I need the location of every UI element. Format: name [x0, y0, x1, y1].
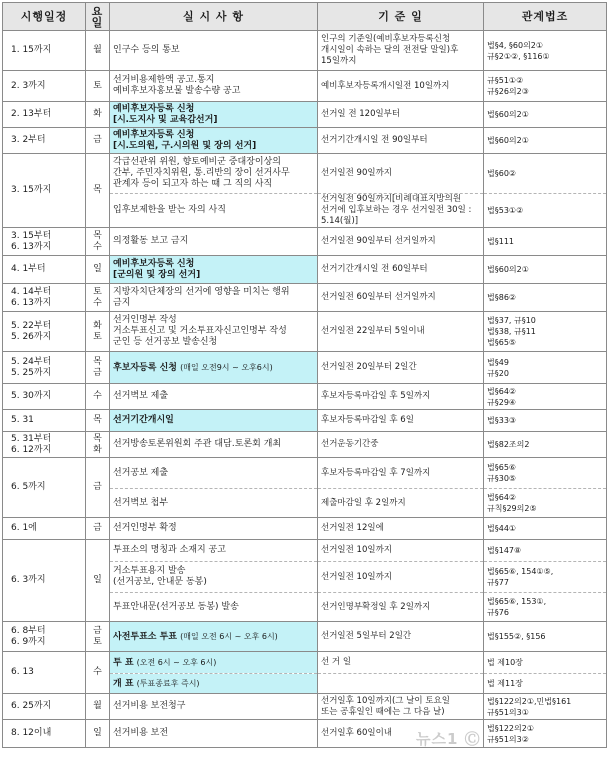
task-text: 지방자치단체장의 선거에 영향을 미치는 행위 금지: [113, 286, 290, 308]
task-text: 선거벽보 제출: [113, 391, 169, 401]
date-cell: 3. 2부터: [3, 128, 86, 154]
table-row: [3, 352, 607, 384]
day-cell: 일: [86, 256, 110, 284]
table-row: [3, 720, 607, 748]
task-text: 선거기간개시일: [113, 415, 174, 425]
standard-cell: 선거인명부확정일 후 2일까지: [318, 593, 484, 622]
task-cell: [110, 674, 318, 694]
task-cell: [110, 256, 318, 284]
date-cell: 4. 14부터 6. 13까지: [3, 284, 86, 312]
standard-cell: 선거일전 10일까지: [318, 540, 484, 562]
date-cell: 2. 3까지: [3, 71, 86, 102]
date-cell: 6. 8부터 6. 9까지: [3, 622, 86, 652]
day-cell: 금 토: [86, 622, 110, 652]
task-cell: [110, 593, 318, 622]
standard-cell: 선거기간개시일 전 60일부터: [318, 256, 484, 284]
task-cell: [110, 352, 318, 384]
header-task: 실 시 사 항: [110, 3, 318, 31]
day-cell: 목 수: [86, 228, 110, 256]
day-cell: 목: [86, 410, 110, 432]
table-row: [3, 312, 607, 352]
table-row: [3, 154, 607, 194]
date-cell: 5. 24부터 5. 25까지: [3, 352, 86, 384]
day-cell: 금: [86, 518, 110, 540]
standard-cell: 선거일후 10일까지(그 날이 토요일 또는 공휴일인 때에는 그 다음 날): [318, 694, 484, 720]
date-cell: 6. 13: [3, 652, 86, 694]
day-cell: 월: [86, 31, 110, 71]
day-cell: 금: [86, 128, 110, 154]
task-cell: [110, 384, 318, 410]
day-cell: 월: [86, 694, 110, 720]
law-cell: 법§65⑥, 153①, 규§76: [484, 593, 607, 622]
task-subtext: (매일 오전 6시 ~ 오후 6시): [180, 631, 278, 641]
law-cell: 법§53①②: [484, 194, 607, 228]
task-text: 입후보제한을 받는 자의 사직: [113, 205, 226, 215]
day-cell: 목 화: [86, 432, 110, 458]
day-cell: 화: [86, 102, 110, 128]
task-cell: [110, 71, 318, 102]
standard-cell: 선거일전 90일까지[비례대표지방의원 선거에 입후보하는 경우 선거일전 30일 : 5.14(월)]: [318, 194, 484, 228]
standard-cell: 선거일전 12일에: [318, 518, 484, 540]
task-text: 의정활동 보고 금지: [113, 236, 189, 246]
standard-cell: 선거기간개시일 전 90일부터: [318, 128, 484, 154]
table-row: [3, 384, 607, 410]
header-row: [3, 3, 607, 31]
date-cell: 5. 31부터 6. 12까지: [3, 432, 86, 458]
task-text: 예비후보자등록 신청 [시․도지사 및 교육감선거]: [113, 103, 218, 125]
task-text: 투표안내문(선거공보 동봉) 발송: [113, 601, 239, 612]
task-text: 선거비용제한액 공고․통지 예비후보자홍보물 발송수량 공고: [113, 75, 241, 96]
standard-cell: 예비후보자등록개시일전 10일까지: [318, 71, 484, 102]
date-cell: 5. 30까지: [3, 384, 86, 410]
law-cell: 법 제10장: [484, 652, 607, 674]
law-cell: 법§64② 규§29④: [484, 384, 607, 410]
law-cell: 규§51①② 규§26의2③: [484, 71, 607, 102]
standard-cell: 선거일전 90일까지: [318, 154, 484, 194]
standard-cell: 선거일전 22일부터 5일이내: [318, 312, 484, 352]
date-cell: 8. 12이내: [3, 720, 86, 748]
law-cell: 법§155②, §156: [484, 622, 607, 652]
law-cell: 법§49 규§20: [484, 352, 607, 384]
standard-cell: [318, 674, 484, 694]
task-cell: [110, 410, 318, 432]
task-text: 투표소의 명칭과 소재지 공고: [113, 545, 226, 555]
task-text: 선거인명부 작성 거소투표신고 및 거소투표자신고인명부 작성 군인 등 선거공보 발송신청: [113, 315, 287, 347]
standard-cell: 선거일전 90일부터 선거일까지: [318, 228, 484, 256]
law-cell: 법§147⑧: [484, 540, 607, 562]
task-cell: [110, 312, 318, 352]
law-cell: 법 제11장: [484, 674, 607, 694]
date-cell: 6. 25까지: [3, 694, 86, 720]
standard-cell: 인구의 기준일(예비후보자등록신청 개시일이 속하는 달의 전전달 말일)후 15일까지: [318, 31, 484, 71]
task-cell: [110, 432, 318, 458]
task-text: 선거벽보 첩부: [113, 497, 169, 508]
task-text: 선거방송토론위원회 주관 대담․토론회 개최: [113, 439, 282, 449]
task-cell: [110, 489, 318, 518]
task-cell: [110, 622, 318, 652]
task-text: 각급선관위 위원, 향토예비군 중대장이상의 간부, 주민자치위원, 통․리반의 장이 선거사무 관계자 등이 되고자 하는 때 그 직의 사직: [113, 157, 290, 189]
law-cell: 법§60의2①: [484, 102, 607, 128]
task-text: 선거인명부 확정: [113, 523, 177, 533]
task-cell: [110, 284, 318, 312]
standard-cell: 후보자등록마감일 후 6일: [318, 410, 484, 432]
date-cell: 6. 3까지: [3, 540, 86, 622]
law-cell: 법§111: [484, 228, 607, 256]
task-cell: [110, 102, 318, 128]
task-text: 예비후보자등록 신청 [시․도의원, 구․시의원 및 장의 선거]: [113, 129, 257, 151]
task-text: 인구수 등의 통보: [113, 45, 180, 55]
date-cell: 6. 5까지: [3, 458, 86, 518]
task-cell: [110, 694, 318, 720]
task-cell: [110, 652, 318, 674]
standard-cell: 선거일 전 120일부터: [318, 102, 484, 128]
day-cell: 토: [86, 71, 110, 102]
table-row: [3, 694, 607, 720]
header-law: 관계법조: [484, 3, 607, 31]
date-cell: 1. 15까지: [3, 31, 86, 71]
law-cell: 법§60②: [484, 154, 607, 194]
law-cell: 법§37, 규§10 법§38, 규§11 법§65⑤: [484, 312, 607, 352]
law-cell: 법§64② 규칙§29의2⑤: [484, 489, 607, 518]
table-row: [3, 622, 607, 652]
table-row: [3, 540, 607, 562]
task-subtext: (오전 6시 ~ 오후 6시): [136, 657, 217, 667]
standard-cell: 선거일후 60일이내: [318, 720, 484, 748]
table-row: [3, 458, 607, 489]
task-text: 거소투표용지 발송 (선거공보, 안내문 동봉): [113, 566, 207, 587]
task-cell: [110, 458, 318, 489]
task-text: 사전투표소 투표: [113, 631, 177, 642]
task-subtext: (매일 오전9시 ~ 오후6시): [180, 362, 273, 372]
table-row: [3, 71, 607, 102]
day-cell: 일: [86, 540, 110, 622]
standard-cell: 선거일전 20일부터 2일간: [318, 352, 484, 384]
law-cell: 법§86②: [484, 284, 607, 312]
date-cell: 5. 22부터 5. 26까지: [3, 312, 86, 352]
table-row: [3, 102, 607, 128]
standard-cell: 선거일전 5일부터 2일간: [318, 622, 484, 652]
header-day: 요일: [86, 3, 110, 31]
task-cell: [110, 720, 318, 748]
day-cell: 금: [86, 458, 110, 518]
day-cell: 화 토: [86, 312, 110, 352]
standard-cell: 선거일전 10일까지: [318, 562, 484, 593]
standard-cell: 제출마감일 후 2일까지: [318, 489, 484, 518]
task-text: 선거비용 보전: [113, 728, 169, 738]
standard-cell: 선 거 일: [318, 652, 484, 674]
standard-cell: 선거운동기간중: [318, 432, 484, 458]
task-cell: [110, 128, 318, 154]
law-cell: 법§82조의2: [484, 432, 607, 458]
task-subtext: (투표종료후 즉시): [136, 678, 200, 688]
task-text: 후보자등록 신청: [113, 362, 177, 373]
task-cell: [110, 228, 318, 256]
standard-cell: 후보자등록마감일 후 5일까지: [318, 384, 484, 410]
schedule-body: [3, 31, 607, 748]
table-row: [3, 128, 607, 154]
task-cell: [110, 518, 318, 540]
task-text: 예비후보자등록 신청 [군의원 및 장의 선거]: [113, 258, 201, 280]
table-row: [3, 31, 607, 71]
standard-cell: 선거일전 60일부터 선거일까지: [318, 284, 484, 312]
law-cell: 법§60의2①: [484, 256, 607, 284]
date-cell: 2. 13부터: [3, 102, 86, 128]
law-cell: 법§122의2①,민법§161 규§51의3①: [484, 694, 607, 720]
law-cell: 법§65⑥ 규§30⑤: [484, 458, 607, 489]
date-cell: 5. 31: [3, 410, 86, 432]
day-cell: 목: [86, 154, 110, 228]
table-row: [3, 518, 607, 540]
law-cell: 법§33③: [484, 410, 607, 432]
task-cell: [110, 194, 318, 228]
standard-cell: 후보자등록마감일 후 7일까지: [318, 458, 484, 489]
task-cell: [110, 540, 318, 562]
watermark: 뉴스1 Ⓒ: [416, 730, 481, 748]
day-cell: 수: [86, 384, 110, 410]
date-cell: 6. 1에: [3, 518, 86, 540]
law-cell: 법§65⑥, 154①⑤, 규§77: [484, 562, 607, 593]
date-cell: 3. 15부터 6. 13까지: [3, 228, 86, 256]
task-cell: [110, 562, 318, 593]
law-cell: 법§60의2①: [484, 128, 607, 154]
election-schedule-table: [2, 2, 607, 748]
day-cell: 목 금: [86, 352, 110, 384]
day-cell: 일: [86, 720, 110, 748]
law-cell: 법§4, §60의2① 규§2①②, §116①: [484, 31, 607, 71]
law-cell: 법§44①: [484, 518, 607, 540]
law-cell: 법§122의2① 규§51의3②: [484, 720, 607, 748]
table-row: [3, 228, 607, 256]
table-row: [3, 256, 607, 284]
table-row: [3, 652, 607, 674]
table-row: [3, 410, 607, 432]
day-cell: 수: [86, 652, 110, 694]
header-standard: 기 준 일: [318, 3, 484, 31]
task-text: 선거공보 제출: [113, 467, 169, 478]
task-text: 투 표: [113, 657, 134, 668]
task-cell: [110, 31, 318, 71]
table-row: [3, 284, 607, 312]
task-text: 개 표: [113, 678, 134, 689]
task-text: 선거비용 보전청구: [113, 701, 186, 711]
header-date: 시행일정: [3, 3, 86, 31]
date-cell: 4. 1부터: [3, 256, 86, 284]
date-cell: 3. 15까지: [3, 154, 86, 228]
day-cell: 토 수: [86, 284, 110, 312]
table-row: [3, 432, 607, 458]
task-cell: [110, 154, 318, 194]
